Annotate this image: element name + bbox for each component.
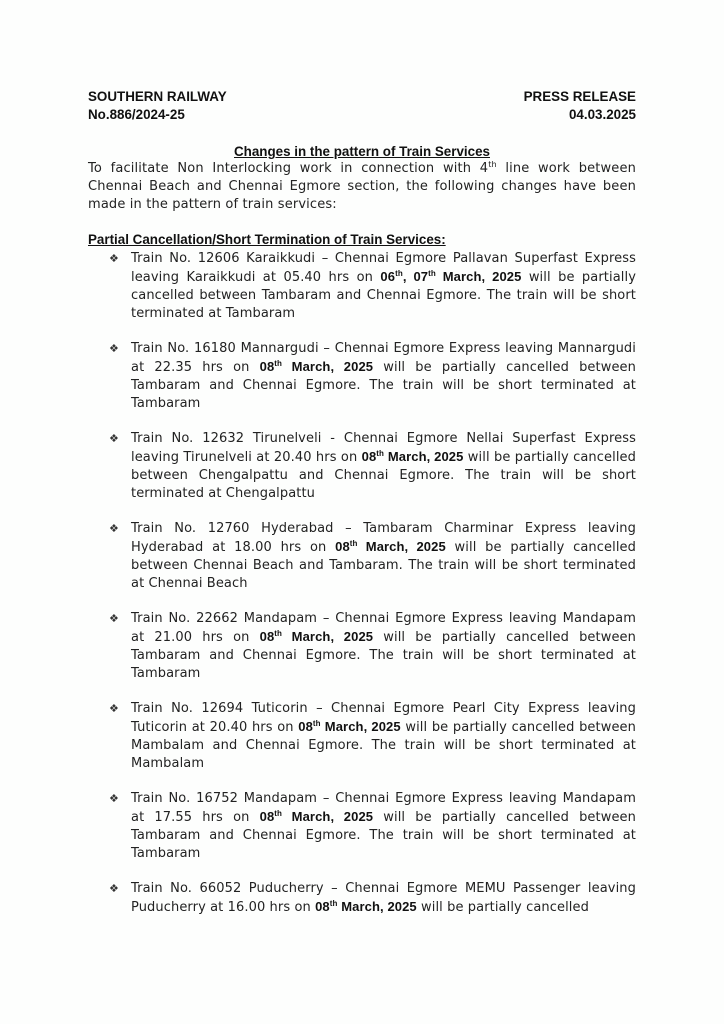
list-item: [88, 250, 636, 323]
date-month-year: March, 2025: [282, 809, 374, 824]
date-day: 08: [259, 629, 275, 644]
list-item: [88, 520, 636, 593]
item-text-after: will be partially cancelled between Tambaram and Chennai Egmore. The train will be short terminated at Tambaram: [131, 270, 636, 321]
list-item: [88, 700, 636, 773]
item-date: [298, 719, 400, 734]
date-day: 08: [335, 539, 350, 554]
item-date: [260, 359, 374, 374]
item-text-after: will be partially cancelled between Tambaram and Chennai Egmore. The train will be short terminated at Tambaram: [131, 810, 636, 861]
item-date: [260, 809, 374, 824]
diamond-bullet-icon: ❖: [109, 612, 119, 625]
item-text-after: will be partially cancelled between Tambaram and Chennai Egmore. The train will be short terminated at Tambaram: [131, 360, 636, 411]
item-text: Train No. 66052 Puducherry – Chennai Egmore MEMU Passenger leaving Puducherry at 16.00 hrs on: [131, 881, 636, 915]
date-month-year: March, 2025: [384, 449, 464, 464]
intro-text-after: line work between Chennai Beach and Chennai Egmore section, the following changes have been made in the pattern of train services:: [88, 161, 636, 212]
date-suffix: th: [274, 629, 283, 638]
date-month-year: March, 2025: [337, 899, 417, 914]
item-text: Train No. 16180 Mannargudi – Chennai Egmore Express leaving Mannargudi at 22.35 hrs on: [131, 341, 636, 375]
list-item: [88, 430, 636, 503]
date-separator: ,: [402, 269, 414, 284]
list-item: [88, 790, 636, 863]
diamond-bullet-icon: ❖: [109, 342, 119, 355]
section-heading: Partial Cancellation/Short Termination of Train Services:: [88, 232, 446, 247]
date-suffix: th: [349, 539, 358, 548]
item-text: Train No. 12606 Karaikkudi – Chennai Egmore Pallavan Superfast Express leaving Karaikkudi at 05.40 hrs on: [131, 251, 636, 285]
item-text: Train No. 12632 Tirunelveli - Chennai Egmore Nellai Superfast Express leaving Tirunelveli at 20.40 hrs on: [131, 431, 636, 465]
date-day-2: 07: [413, 269, 429, 284]
document-type: PRESS RELEASE: [523, 89, 636, 104]
item-text: Train No. 16752 Mandapam – Chennai Egmore Express leaving Mandapam at 17.55 hrs on: [131, 791, 636, 825]
date-suffix: th: [274, 359, 283, 368]
date-suffix: th: [376, 449, 385, 458]
reference-number: No.886/2024-25: [88, 107, 185, 122]
date-suffix-2: th: [428, 269, 436, 278]
item-date: [260, 629, 374, 644]
date-month-year: March, 2025: [282, 629, 374, 644]
date-suffix: th: [395, 269, 403, 278]
date-month-year: March, 2025: [435, 269, 522, 284]
diamond-bullet-icon: ❖: [109, 432, 119, 445]
item-date: [315, 899, 417, 914]
date-month-year: March, 2025: [320, 719, 401, 734]
intro-superscript: th: [488, 160, 497, 169]
date-day: 08: [259, 359, 275, 374]
release-date: 04.03.2025: [568, 107, 636, 122]
intro-text-before: To facilitate Non Interlocking work in connection with 4: [88, 161, 489, 176]
item-text-after: will be partially cancelled between Chengalpattu and Chennai Egmore. The train will be short terminated at Chengalpattu: [131, 450, 636, 501]
date-suffix: th: [274, 809, 283, 818]
list-item: [88, 880, 636, 917]
item-date: [362, 449, 464, 464]
date-day: 08: [259, 809, 275, 824]
item-date: [380, 269, 521, 284]
diamond-bullet-icon: ❖: [109, 702, 119, 715]
date-day: 08: [298, 719, 313, 734]
document-title: Changes in the pattern of Train Services: [234, 144, 490, 159]
date-day: 08: [361, 449, 377, 464]
date-day: 08: [315, 899, 330, 914]
date-suffix: th: [329, 899, 338, 908]
organization-name: SOUTHERN RAILWAY: [88, 89, 227, 104]
diamond-bullet-icon: ❖: [109, 252, 119, 265]
intro-paragraph: [88, 160, 636, 214]
item-text: Train No. 12760 Hyderabad – Tambaram Charminar Express leaving Hyderabad at 18.00 hrs on: [131, 521, 636, 555]
date-month-year: March, 2025: [282, 359, 374, 374]
date-suffix: th: [312, 719, 321, 728]
date-day: 06: [380, 269, 396, 284]
list-item: [88, 340, 636, 413]
diamond-bullet-icon: ❖: [109, 522, 119, 535]
press-release-page: [88, 88, 636, 934]
item-text-after: will be partially cancelled: [416, 900, 589, 915]
train-services-list: [88, 250, 636, 917]
item-date: [335, 539, 446, 554]
item-text: Train No. 22662 Mandapam – Chennai Egmore Express leaving Mandapam at 21.00 hrs on: [131, 611, 636, 645]
diamond-bullet-icon: ❖: [109, 882, 119, 895]
list-item: [88, 610, 636, 683]
item-text-after: will be partially cancelled between Mambalam and Chennai Egmore. The train will be short terminated at Mambalam: [131, 720, 636, 771]
item-text: Train No. 12694 Tuticorin – Chennai Egmore Pearl City Express leaving Tuticorin at 20.40 hrs on: [131, 701, 636, 735]
item-text-after: will be partially cancelled between Chennai Beach and Tambaram. The train will be short terminated at Chennai Beach: [131, 540, 636, 591]
header-row-2: [88, 106, 636, 124]
item-text-after: will be partially cancelled between Tambaram and Chennai Egmore. The train will be short terminated at Tambaram: [131, 630, 636, 681]
date-month-year: March, 2025: [357, 539, 446, 554]
header-row-1: [88, 88, 636, 106]
diamond-bullet-icon: ❖: [109, 792, 119, 805]
